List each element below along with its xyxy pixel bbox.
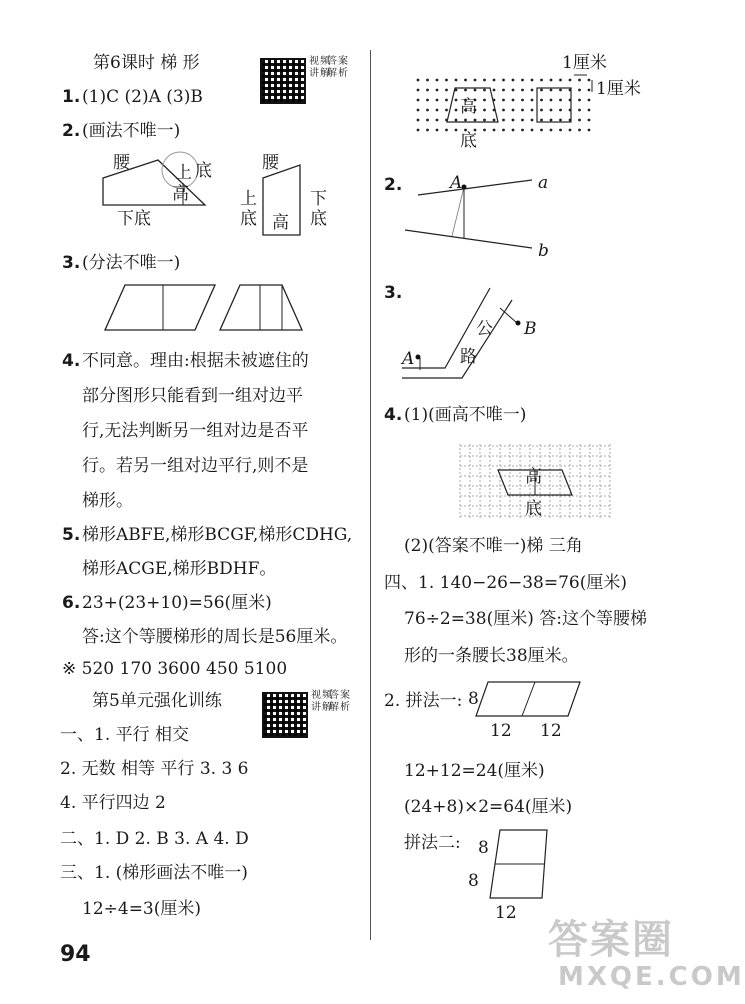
fig-label: 底 xyxy=(525,499,542,519)
grid-dot xyxy=(417,79,420,82)
qr-caption: 答案解析 xyxy=(327,56,349,79)
grid-dot xyxy=(426,89,429,92)
grid-dot xyxy=(531,109,534,112)
grid-dot xyxy=(578,99,581,102)
question-number: 3. xyxy=(62,253,81,273)
grid-dot xyxy=(569,79,572,82)
fig-label: 高 xyxy=(272,213,289,233)
grid-dot xyxy=(445,99,448,102)
grid-dot xyxy=(455,129,458,132)
grid-dot xyxy=(426,119,429,122)
grid-dot xyxy=(531,99,534,102)
answer-text: (1)(画高不唯一) xyxy=(404,405,527,425)
grid-dot xyxy=(550,79,553,82)
page-number: 94 xyxy=(60,942,91,967)
fig-label: b xyxy=(538,241,549,261)
grid-dot xyxy=(578,89,581,92)
grid-dot xyxy=(559,109,562,112)
grid-dot xyxy=(521,89,524,92)
grid-dot xyxy=(550,109,553,112)
fig-label: 底 xyxy=(240,209,257,229)
fig-label: 底 xyxy=(195,161,212,181)
grid-dot xyxy=(426,109,429,112)
answer-text: 2. 无数 相等 平行 3. 3 6 xyxy=(60,759,249,779)
fig-label: 上 xyxy=(240,189,257,209)
question-number: 1. xyxy=(62,87,81,107)
fig-label: 高 xyxy=(525,467,542,487)
fig-label: 8 xyxy=(468,871,479,891)
grid-dot xyxy=(559,99,562,102)
grid-dot xyxy=(559,79,562,82)
qr-caption: 视频讲解 xyxy=(311,690,333,713)
grid-dot xyxy=(502,79,505,82)
answer-text: 形的一条腰长38厘米。 xyxy=(404,646,579,666)
grid-dot xyxy=(521,79,524,82)
fig-label: 下底 xyxy=(117,209,151,229)
grid-dot xyxy=(426,129,429,132)
grid-dot xyxy=(512,79,515,82)
grid-dot xyxy=(531,129,534,132)
grid-dot xyxy=(512,129,515,132)
qr-caption: 视频讲解 xyxy=(309,56,331,79)
answer-text: 12÷4=3(厘米) xyxy=(82,899,202,919)
grid-dot xyxy=(426,79,429,82)
answer-text: 三、1. (梯形画法不唯一) xyxy=(60,863,248,883)
grid-dot xyxy=(540,129,543,132)
fig-label: 12 xyxy=(495,903,517,923)
unit-title: 第5单元强化训练 xyxy=(92,691,222,711)
grid-dot xyxy=(417,89,420,92)
grid-dot xyxy=(540,109,543,112)
answer-text: (24+8)×2=64(厘米) xyxy=(404,797,573,817)
grid-dot xyxy=(445,129,448,132)
grid-dot xyxy=(436,129,439,132)
grid-dot xyxy=(464,79,467,82)
grid-dot xyxy=(493,129,496,132)
grid-dot xyxy=(455,79,458,82)
grid-dot xyxy=(502,119,505,122)
grid-dot xyxy=(502,109,505,112)
fig-label: 底 xyxy=(310,209,327,229)
grid-dot xyxy=(455,109,458,112)
answer-text: 答:这个等腰梯形的周长是56厘米。 xyxy=(82,627,348,647)
grid-dot xyxy=(436,109,439,112)
fig-label: 上 xyxy=(175,163,192,183)
answer-text: 76÷2=38(厘米) 答:这个等腰梯 xyxy=(404,609,647,629)
answer-text: 梯形。 xyxy=(82,491,133,511)
grid-dot xyxy=(578,109,581,112)
answer-text: 行。若另一组对边平行,则不是 xyxy=(82,456,309,476)
watermark-url: MXQE.COM xyxy=(558,962,745,992)
grid-dot xyxy=(502,89,505,92)
grid-dot xyxy=(464,89,467,92)
grid-dot xyxy=(512,89,515,92)
question-number: 2. xyxy=(384,175,403,195)
grid-dot xyxy=(502,99,505,102)
grid-dot xyxy=(531,89,534,92)
answer-text: 23+(23+10)=56(厘米) xyxy=(82,593,272,613)
grid-dot xyxy=(426,99,429,102)
grid-dot xyxy=(445,109,448,112)
grid-dot xyxy=(493,119,496,122)
grid-dot xyxy=(540,99,543,102)
grid-dot xyxy=(483,89,486,92)
fig-label: 1厘米 xyxy=(562,53,607,73)
grid-dot xyxy=(531,119,534,122)
grid-dot xyxy=(493,79,496,82)
grid-dot xyxy=(588,89,591,92)
answer-text: 部分图形只能看到一组对边平 xyxy=(82,386,303,406)
answer-text: (分法不唯一) xyxy=(82,253,181,273)
fig-label: A xyxy=(450,173,463,193)
grid-dot xyxy=(578,79,581,82)
fig-label: 公 xyxy=(476,319,493,339)
question-number: 4. xyxy=(384,405,403,425)
answer-text: 不同意。理由:根据未被遮住的 xyxy=(82,351,309,371)
answer-text: (1)C (2)A (3)B xyxy=(82,87,203,107)
grid-dot xyxy=(483,119,486,122)
grid-dot xyxy=(559,129,562,132)
answer-text: 拼法二: xyxy=(404,833,461,853)
grid-dot xyxy=(588,129,591,132)
grid-dot xyxy=(521,129,524,132)
fig-label: 腰 xyxy=(262,153,279,173)
grid-dot xyxy=(578,119,581,122)
grid-dot xyxy=(493,89,496,92)
grid-dot xyxy=(417,119,420,122)
grid-dot xyxy=(521,99,524,102)
fig-label: 路 xyxy=(460,347,477,367)
grid-dot xyxy=(417,99,420,102)
fig-label: 腰 xyxy=(113,153,130,173)
fig-label: 下 xyxy=(310,189,327,209)
grid-dot xyxy=(483,99,486,102)
question-number: 6. xyxy=(62,593,81,613)
grid-dot xyxy=(512,119,515,122)
grid-dot xyxy=(521,109,524,112)
grid-dot xyxy=(512,99,515,102)
answer-text: 梯形ACGE,梯形BDHF。 xyxy=(82,559,277,579)
question-number: 2. xyxy=(62,121,81,141)
grid-dot xyxy=(550,119,553,122)
watermark-logo: 答案圈 xyxy=(548,917,674,963)
grid-dot xyxy=(550,89,553,92)
answer-text: 梯形ABFE,梯形BCGF,梯形CDHG, xyxy=(82,525,353,545)
answer-text: 四、1. 140−26−38=76(厘米) xyxy=(384,573,627,593)
fig-label: 8 xyxy=(478,838,489,858)
grid-dot xyxy=(474,89,477,92)
answer-text: 一、1. 平行 相交 xyxy=(60,725,190,745)
answer-text: 行,无法判断另一组对边是否平 xyxy=(82,421,309,441)
grid-dot xyxy=(569,129,572,132)
grid-dot xyxy=(474,119,477,122)
question-number: 3. xyxy=(384,283,403,303)
answer-text: (2)(答案不唯一)梯 三角 xyxy=(404,536,583,556)
grid-dot xyxy=(521,119,524,122)
grid-dot xyxy=(540,89,543,92)
grid-dot xyxy=(464,119,467,122)
grid-dot xyxy=(417,109,420,112)
answer-text: 二、1. D 2. B 3. A 4. D xyxy=(60,829,249,849)
answer-text: (画法不唯一) xyxy=(82,121,181,141)
fig-label: 1厘米 xyxy=(596,79,641,99)
grid-dot xyxy=(588,99,591,102)
fig-label: 高 xyxy=(460,97,477,117)
lesson-title: 第6课时 梯 形 xyxy=(93,53,200,73)
grid-dot xyxy=(436,89,439,92)
fig-label: a xyxy=(538,173,549,193)
grid-dot xyxy=(588,119,591,122)
grid-dot xyxy=(588,79,591,82)
grid-dot xyxy=(550,99,553,102)
fig-label: 高 xyxy=(172,184,189,204)
fig-label: 底 xyxy=(460,131,477,151)
grid-dot xyxy=(474,79,477,82)
grid-dot xyxy=(540,79,543,82)
grid-dot xyxy=(531,79,534,82)
fig-label: 12 xyxy=(490,721,512,741)
grid-dot xyxy=(483,129,486,132)
grid-dot xyxy=(550,129,553,132)
grid-dot xyxy=(436,79,439,82)
question-number: 4. xyxy=(62,351,81,371)
answer-text: ※ 520 170 3600 450 5100 xyxy=(62,659,288,679)
grid-dot xyxy=(578,129,581,132)
answer-text: 4. 平行四边 2 xyxy=(60,793,166,813)
grid-dot xyxy=(483,79,486,82)
grid-dot xyxy=(559,89,562,92)
grid-dot xyxy=(417,129,420,132)
fig-label: 8 xyxy=(468,689,479,709)
grid-dot xyxy=(436,99,439,102)
grid-dot xyxy=(445,89,448,92)
question-number: 5. xyxy=(62,525,81,545)
grid-dot xyxy=(540,119,543,122)
grid-dot xyxy=(455,99,458,102)
grid-dot xyxy=(445,79,448,82)
grid-dot xyxy=(483,109,486,112)
grid-dot xyxy=(559,119,562,122)
grid-dot xyxy=(436,119,439,122)
fig-label: B xyxy=(524,319,537,339)
qr-caption: 答案解析 xyxy=(329,690,351,713)
fig-label: A xyxy=(402,349,415,369)
grid-dot xyxy=(588,109,591,112)
answer-text: 2. 拼法一: xyxy=(384,691,463,711)
grid-dot xyxy=(512,109,515,112)
fig-label: 12 xyxy=(540,721,562,741)
answer-text: 12+12=24(厘米) xyxy=(404,761,545,781)
grid-dot xyxy=(455,119,458,122)
grid-dot xyxy=(502,129,505,132)
